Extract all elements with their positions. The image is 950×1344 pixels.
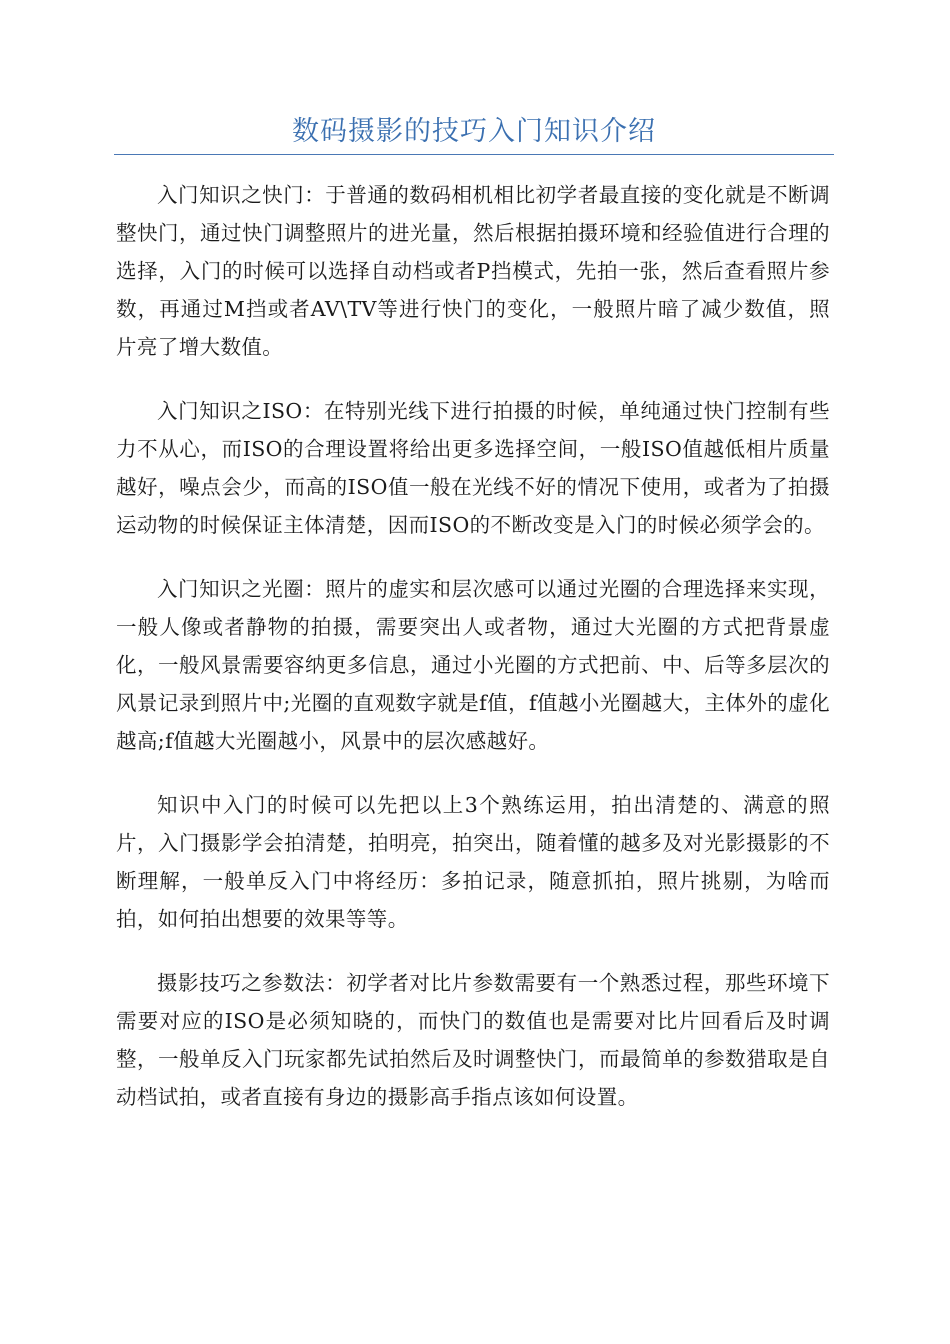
document-body [116,176,830,1142]
paragraph-parameters: 摄影技巧之参数法：初学者对比片参数需要有一个熟悉过程，那些环境下需要对应的ISO是必须知晓的，而快门的数值也是需要对比片回看后及时调整，一般单反入门玩家都先试拍然后及时调整快门，而最简单的参数猎取是自动档试拍，或者直接有身边的摄影高手指点该如何设置。 [116,971,830,1109]
paragraph-shutter: 入门知识之快门：于普通的数码相机相比初学者最直接的变化就是不断调整快门，通过快门调整照片的进光量，然后根据拍摄环境和经验值进行合理的选择，入门的时候可以选择自动档或者P挡模式，先拍一张，然后查看照片参数，再通过M挡或者AV\TV等进行快门的变化，一般照片暗了减少数值，照片亮了增大数值。 [116,183,830,359]
title-underline [114,154,834,155]
paragraph-iso: 入门知识之ISO：在特别光线下进行拍摄的时候，单纯通过快门控制有些力不从心，而ISO的合理设置将给出更多选择空间，一般ISO值越低相片质量越好，噪点会少，而高的ISO值一般在光线不好的情况下使用，或者为了拍摄运动物的时候保证主体清楚，因而ISO的不断改变是入门的时候必须学会的。 [116,399,830,537]
paragraph-aperture: 入门知识之光圈：照片的虚实和层次感可以通过光圈的合理选择来实现，一般人像或者静物的拍摄，需要突出人或者物，通过大光圈的方式把背景虚化，一般风景需要容纳更多信息，通过小光圈的方式把前、中、后等多层次的风景记录到照片中;光圈的直观数字就是f值，f值越小光圈越大，主体外的虚化越高;f值越大光圈越小，风景中的层次感越好。 [116,577,830,753]
paragraph-practice: 知识中入门的时候可以先把以上3个熟练运用，拍出清楚的、满意的照片，入门摄影学会拍清楚，拍明亮，拍突出，随着懂的越多及对光影摄影的不断理解，一般单反入门中将经历：多拍记录，随意抓拍，照片挑剔，为啥而拍，如何拍出想要的效果等等。 [116,793,830,931]
document-title: 数码摄影的技巧入门知识介绍 [292,116,656,147]
